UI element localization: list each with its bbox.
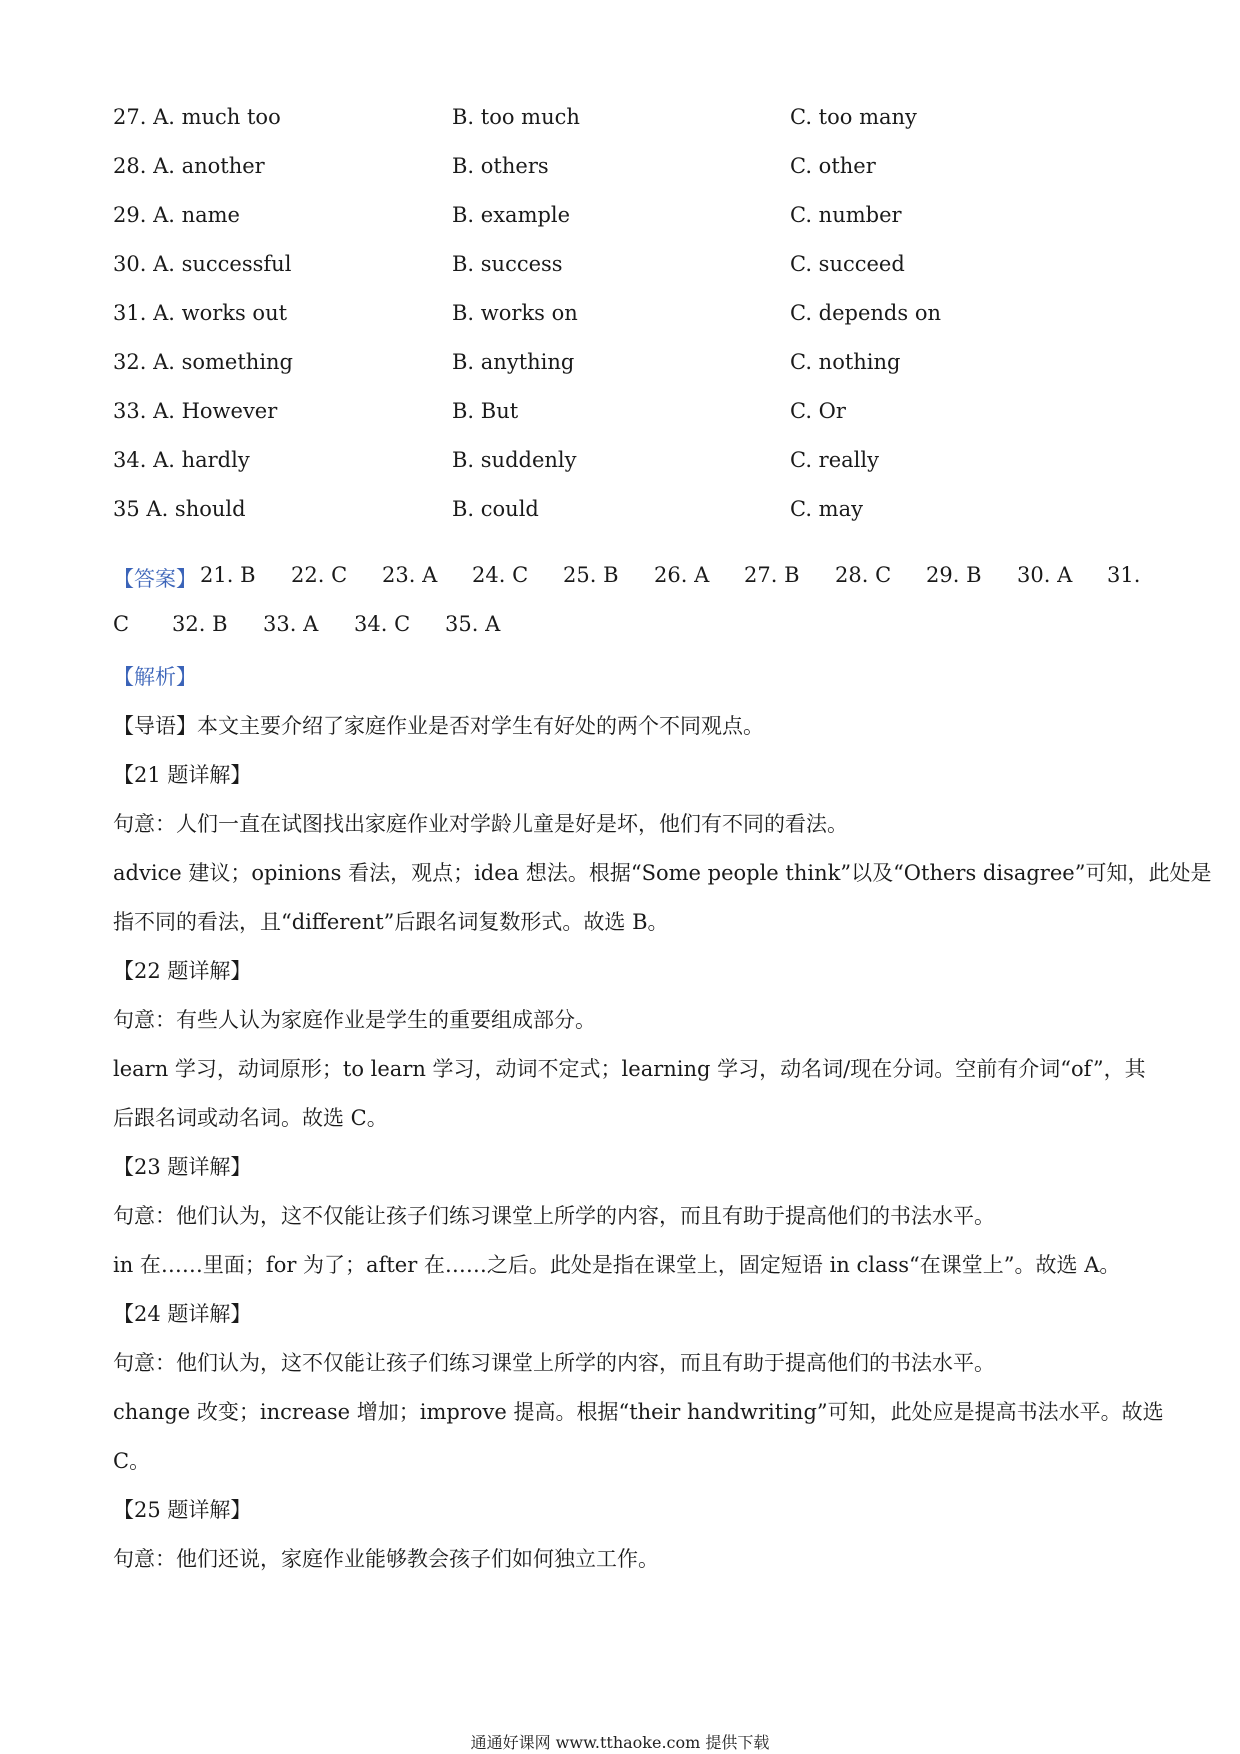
option-c: C. number — [790, 203, 902, 227]
detail-line: learn 学习，动词原形；to learn 学习，动词不定式；learning 学习，动名词/现在分词。空前有介词“of”，其 — [113, 1057, 1146, 1081]
detail-line: in 在……里面；for 为了；after 在……之后。此处是指在课堂上，固定短语 in class“在课堂上”。故选 A。 — [113, 1253, 1121, 1277]
option-row-28 — [0, 154, 1240, 184]
answer-item: 21. B — [200, 563, 256, 587]
answer-item: 32. B — [172, 612, 228, 636]
option-b: B. anything — [452, 350, 575, 374]
answer-item: 22. C — [291, 563, 348, 587]
option-a: 35 A. should — [113, 497, 246, 521]
option-c: C. Or — [790, 399, 846, 423]
detail-heading: 【23 题详解】 — [113, 1155, 252, 1179]
answer-item: 34. C — [354, 612, 411, 636]
answer-item: 35. A — [445, 612, 501, 636]
option-a: 31. A. works out — [113, 301, 288, 325]
option-b: B. But — [452, 399, 519, 423]
answer-item: 28. C — [835, 563, 892, 587]
detail-line: 句意：人们一直在试图找出家庭作业对学龄儿童是好是坏，他们有不同的看法。 — [113, 812, 848, 836]
detail-line: advice 建议；opinions 看法，观点；idea 想法。根据“Some people think”以及“Others disagree”可知，此处是 — [113, 861, 1212, 885]
option-c: C. depends on — [790, 301, 941, 325]
detail-line: 后跟名词或动名词。故选 C。 — [113, 1106, 388, 1130]
answer-label: 【答案】 — [113, 567, 197, 591]
option-a: 30. A. successful — [113, 252, 292, 276]
option-b: B. too much — [452, 105, 580, 129]
page-footer: 通通好课网 www.tthaoke.com 提供下载 — [470, 1733, 770, 1752]
option-row-30 — [0, 252, 1240, 282]
answer-item: 25. B — [563, 563, 619, 587]
option-b: B. others — [452, 154, 549, 178]
detail-line: 句意：他们认为，这不仅能让孩子们练习课堂上所学的内容，而且有助于提高他们的书法水平。 — [113, 1204, 995, 1228]
option-row-32 — [0, 350, 1240, 380]
detail-line: 指不同的看法，且“different”后跟名词复数形式。故选 B。 — [113, 910, 669, 934]
option-c: C. nothing — [790, 350, 901, 374]
detail-line: change 改变；increase 增加；improve 提高。根据“their handwriting”可知，此处应是提高书法水平。故选 — [113, 1400, 1164, 1424]
detail-heading: 【21 题详解】 — [113, 763, 252, 787]
detail-line: 句意：有些人认为家庭作业是学生的重要组成部分。 — [113, 1008, 596, 1032]
option-c: C. succeed — [790, 252, 905, 276]
option-b: B. works on — [452, 301, 578, 325]
option-c: C. really — [790, 448, 879, 472]
option-row-33 — [0, 399, 1240, 429]
answer-item: 27. B — [744, 563, 800, 587]
detail-heading: 【24 题详解】 — [113, 1302, 252, 1326]
option-b: B. could — [452, 497, 539, 521]
answer-item: 30. A — [1017, 563, 1073, 587]
option-a: 28. A. another — [113, 154, 265, 178]
detail-line: 句意：他们认为，这不仅能让孩子们练习课堂上所学的内容，而且有助于提高他们的书法水平。 — [113, 1351, 995, 1375]
answer-item: 26. A — [654, 563, 710, 587]
detail-heading: 【25 题详解】 — [113, 1498, 252, 1522]
option-a: 29. A. name — [113, 203, 240, 227]
detail-line: 句意：他们还说，家庭作业能够教会孩子们如何独立工作。 — [113, 1547, 659, 1571]
detail-line: C。 — [113, 1449, 151, 1473]
option-c: C. too many — [790, 105, 917, 129]
answer-item: 24. C — [472, 563, 529, 587]
option-row-34 — [0, 448, 1240, 478]
option-b: B. success — [452, 252, 563, 276]
analysis-label: 【解析】 — [113, 665, 197, 689]
option-c: C. may — [790, 497, 863, 521]
detail-heading: 【22 题详解】 — [113, 959, 252, 983]
answer-item: 29. B — [926, 563, 982, 587]
option-a: 32. A. something — [113, 350, 293, 374]
option-b: B. example — [452, 203, 571, 227]
answer-item: 33. A — [263, 612, 319, 636]
option-row-29 — [0, 203, 1240, 233]
option-row-31 — [0, 301, 1240, 331]
answer-item: 23. A — [382, 563, 438, 587]
answer-item: C — [113, 612, 130, 636]
intro-text: 【导语】本文主要介绍了家庭作业是否对学生有好处的两个不同观点。 — [113, 714, 764, 738]
option-row-27 — [0, 105, 1240, 135]
answer-item: 31. — [1107, 563, 1141, 587]
option-b: B. suddenly — [452, 448, 577, 472]
option-row-35 — [0, 497, 1240, 527]
option-a: 27. A. much too — [113, 105, 281, 129]
option-c: C. other — [790, 154, 876, 178]
option-a: 34. A. hardly — [113, 448, 250, 472]
option-a: 33. A. However — [113, 399, 278, 423]
